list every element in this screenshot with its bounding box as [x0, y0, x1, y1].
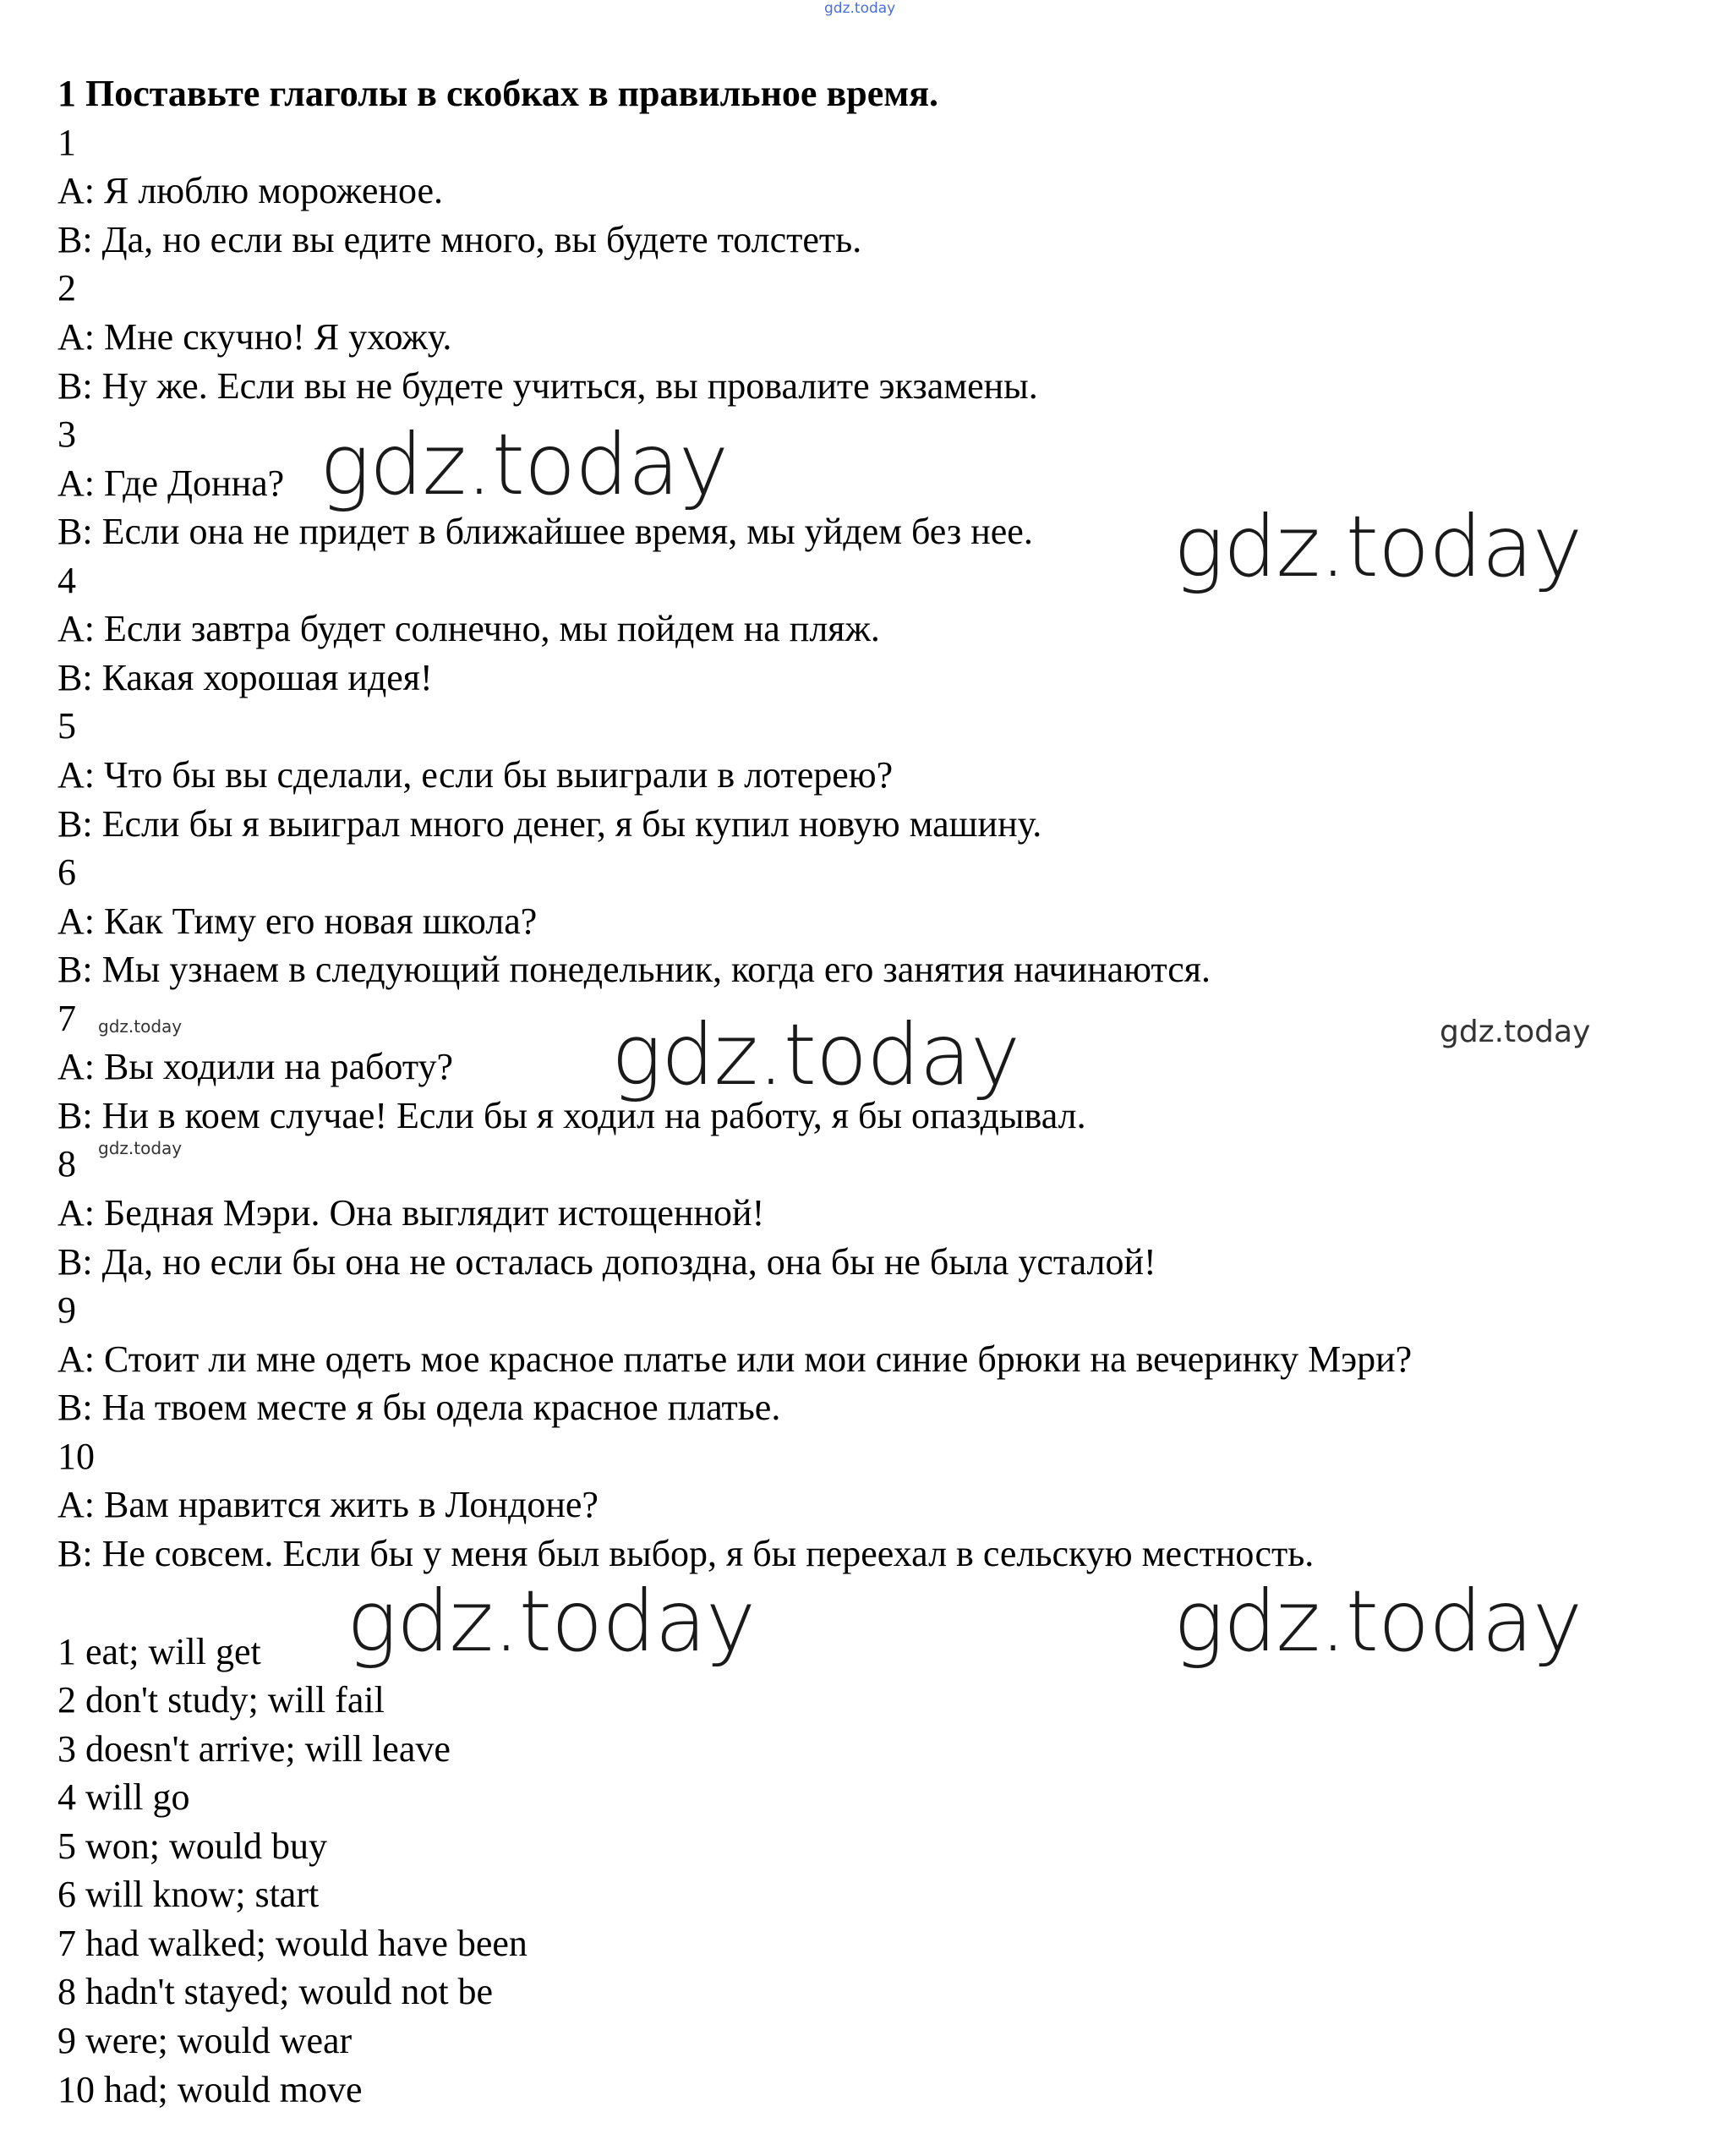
- answer-line: 1 eat; will get: [57, 1631, 261, 1672]
- answer-line: 9 were; would wear: [57, 2020, 353, 2061]
- dialogue-number: 8: [57, 1143, 76, 1185]
- dialogue-line-b: B: Ни в коем случае! Если бы я ходил на работу, я бы опаздывал.: [57, 1095, 1086, 1136]
- dialogue-line-b: B: Ну же. Если вы не будете учиться, вы провалите экзамены.: [57, 365, 1038, 407]
- watermark: gdz.today: [1173, 1572, 1583, 1671]
- dialogue-line-b: B: Если бы я выиграл много денег, я бы купил новую машину.: [57, 803, 1042, 845]
- answer-line: 10 had; would move: [57, 2069, 363, 2110]
- dialogue-line-b: B: Не совсем. Если бы у меня был выбор, я бы переехал в сельскую местность.: [57, 1533, 1315, 1574]
- dialogue-line-a: A: Стоит ли мне одеть мое красное платье или мои синие брюки на вечеринку Мэри?: [57, 1338, 1413, 1380]
- dialogue-number: 5: [57, 705, 76, 747]
- dialogue-line-a: A: Мне скучно! Я ухожу.: [57, 316, 452, 358]
- dialogue-line-a: A: Бедная Мэри. Она выглядит истощенной!: [57, 1192, 765, 1234]
- dialogue-line-b: B: Да, но если вы едите много, вы будете толстеть.: [57, 219, 862, 260]
- dialogue-number: 3: [57, 413, 76, 455]
- watermark-small: gdz.today: [98, 1138, 183, 1158]
- dialogue-number: 2: [57, 267, 76, 309]
- answer-line: 3 doesn't arrive; will leave: [57, 1728, 451, 1770]
- dialogue-line-b: B: Если она не придет в ближайшее время, мы уйдем без нее.: [57, 511, 1033, 552]
- dialogue-line-b: B: Да, но если бы она не осталась допоздна, она бы не была усталой!: [57, 1241, 1156, 1283]
- answer-line: 7 had walked; would have been: [57, 1923, 528, 1964]
- watermark-medium: gdz.today: [1440, 1015, 1591, 1049]
- watermark-small: gdz.today: [98, 1016, 183, 1037]
- dialogue-line-a: A: Что бы вы сделали, если бы выиграли в лотерею?: [57, 754, 894, 796]
- dialogue-number: 10: [57, 1436, 95, 1477]
- watermark: gdz.today: [320, 415, 729, 514]
- dialogue-line-a: A: Я люблю мороженое.: [57, 170, 444, 211]
- dialogue-line-a: A: Как Тиму его новая школа?: [57, 900, 538, 942]
- watermark-top: gdz.today: [824, 0, 896, 17]
- watermark: gdz.today: [1173, 497, 1583, 596]
- task-title: 1 Поставьте глаголы в скобках в правильное время.: [57, 73, 938, 114]
- watermark: gdz.today: [611, 1005, 1020, 1104]
- dialogue-line-b: B: Мы узнаем в следующий понедельник, когда его занятия начинаются.: [57, 949, 1211, 990]
- dialogue-number: 9: [57, 1289, 76, 1331]
- dialogue-number: 6: [57, 851, 76, 893]
- answer-line: 2 don't study; will fail: [57, 1679, 385, 1721]
- dialogue-line-a: A: Если завтра будет солнечно, мы пойдем на пляж.: [57, 608, 880, 649]
- dialogue-line-a: A: Где Донна?: [57, 462, 285, 504]
- dialogue-number: 7: [57, 998, 76, 1039]
- answer-line: 8 hadn't stayed; would not be: [57, 1971, 494, 2012]
- answer-line: 4 will go: [57, 1776, 190, 1818]
- dialogue-line-b: B: Какая хорошая идея!: [57, 657, 433, 698]
- dialogue-number: 4: [57, 560, 76, 601]
- dialogue-number: 1: [57, 122, 76, 163]
- answer-line: 5 won; would buy: [57, 1825, 327, 1867]
- dialogue-line-a: A: Вы ходили на работу?: [57, 1046, 453, 1087]
- watermark: gdz.today: [347, 1572, 756, 1671]
- dialogue-line-a: A: Вам нравится жить в Лондоне?: [57, 1484, 599, 1525]
- answer-line: 6 will know; start: [57, 1874, 320, 1915]
- dialogue-line-b: B: На твоем месте я бы одела красное платье.: [57, 1387, 781, 1428]
